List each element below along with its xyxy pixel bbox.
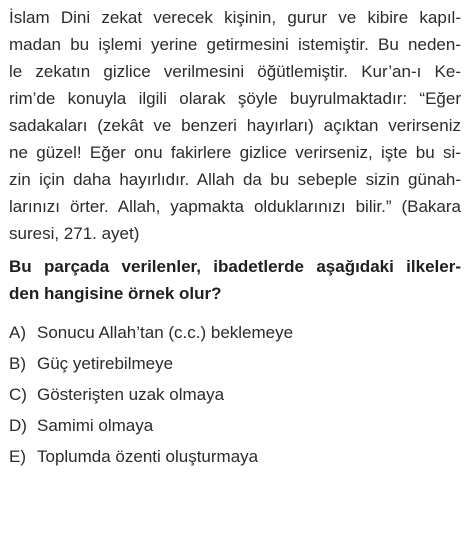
passage-line: ne güzel! Eğer onu fakirlere gizlice verirseniz, işte bu si- [9,143,461,162]
question-line: Bu parçada verilenler, ibadetlerde aşağıdaki ilkeler- [9,257,461,276]
passage [9,4,461,247]
option-letter: A) [9,323,26,342]
question-card [9,4,461,472]
passage-line: larınızı örter. Allah, yapmakta olduklarınızı bilir.” (Bakara [9,197,461,216]
question-line: den hangisine örnek olur? [9,284,222,303]
answer-options [9,317,461,472]
option-e[interactable] [9,441,461,472]
passage-line: rim’de konuyla ilgili olarak şöyle buyrulmaktadır: “Eğer [9,89,461,108]
option-text: Samimi olmaya [37,416,154,435]
option-letter: E) [9,447,26,466]
option-text: Güç yetirebilmeye [37,354,174,373]
option-d[interactable] [9,410,461,441]
option-text: Gösterişten uzak olmaya [37,385,225,404]
option-text: Toplumda özenti oluşturmaya [37,447,259,466]
option-letter: D) [9,416,27,435]
option-c[interactable] [9,379,461,410]
passage-line: sadakaları (zekât ve benzeri hayırları) açıktan verirseniz [9,116,461,135]
passage-line: zin için daha hayırlıdır. Allah da bu sebeple sizin günah- [9,170,461,189]
option-letter: B) [9,354,26,373]
option-a[interactable] [9,317,461,348]
passage-line: suresi, 271. ayet) [9,224,140,243]
passage-line: le zekatın gizlice verilmesini öğütlemiştir. Kur’an-ı Ke- [9,62,461,81]
option-text: Sonucu Allah’tan (c.c.) beklemeye [37,323,294,342]
passage-line: madan bu işlemi yerine getirmesini istemiştir. Bu neden- [9,35,461,54]
option-b[interactable] [9,348,461,379]
option-letter: C) [9,385,27,404]
passage-line: İslam Dini zekat verecek kişinin, gurur ve kibire kapıl- [9,8,461,27]
question-stem [9,253,461,307]
